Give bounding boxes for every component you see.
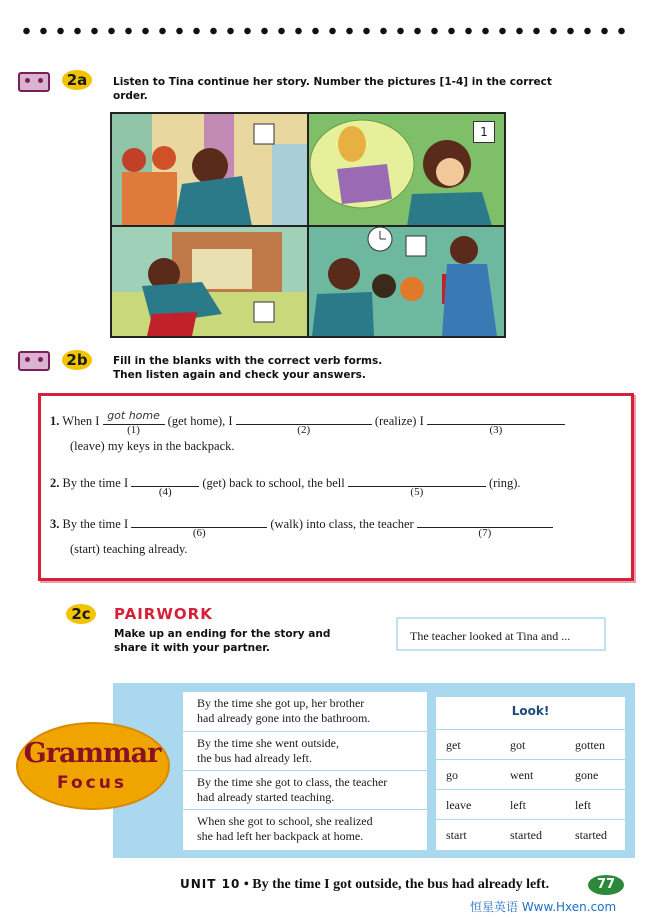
verb-past: went (510, 768, 534, 782)
verb-row (436, 729, 625, 759)
item-text: By the time I (62, 476, 129, 490)
example-line: the bus had already left. (197, 751, 312, 765)
number-box-c[interactable] (254, 302, 274, 322)
top-dotted-border (18, 26, 630, 36)
story-illustration (110, 112, 506, 338)
unit-label: UNIT 10 (180, 877, 241, 891)
page-footer (180, 877, 549, 893)
verb-participle: left (575, 798, 591, 812)
cassette-icon (18, 351, 50, 371)
grammar-focus-subtitle: Focus (57, 773, 127, 793)
example-line: When she got to school, she realized (197, 814, 373, 828)
blank-number: (3) (489, 424, 503, 436)
unit-title: By the time I got outside, the bus had already left. (252, 877, 550, 892)
exercise-item-1-line2: (leave) my keys in the backpack. (70, 439, 235, 453)
pairwork-title: PAIRWORK (114, 605, 213, 623)
item-number: 2. (50, 476, 60, 490)
exercise-item-2 (50, 473, 521, 498)
speech-prompt: The teacher looked at Tina and ... (396, 617, 606, 651)
instruction-2b-line1: Fill in the blanks with the correct verb forms. (113, 355, 383, 367)
blank-number: (6) (192, 527, 206, 539)
verb-past: got (510, 738, 526, 752)
watermark: 恒星英语 Www.Hxen.com (470, 900, 617, 914)
verb-past: started (510, 828, 542, 842)
story-pictures (112, 114, 504, 336)
look-title: Look! (511, 704, 550, 718)
instruction-2b (113, 354, 513, 382)
picture-panel-c (112, 226, 308, 336)
instruction-2c-line2: share it with your partner. (114, 642, 270, 654)
instruction-2c (114, 627, 394, 655)
example-line: By the time she got to class, the teacher (197, 775, 388, 789)
verb-row (436, 819, 625, 849)
item-number: 1. (50, 414, 60, 428)
number-box-d[interactable] (406, 236, 426, 256)
answer-blank-5[interactable] (348, 473, 486, 498)
blank-number: (5) (410, 486, 424, 498)
grammar-example (183, 810, 427, 850)
blank-number: (2) (297, 424, 311, 436)
instruction-2b-line2: Then listen again and check your answers. (113, 369, 366, 381)
item-text: (get home), I (167, 414, 233, 428)
answer-blank-2[interactable] (236, 411, 372, 436)
section-badge-2a: 2a (62, 70, 92, 90)
grammar-focus-title: Grammar (23, 738, 161, 769)
footer-bullet: • (243, 877, 249, 892)
blank-number: (7) (478, 527, 492, 539)
item-text: (walk) into class, the teacher (270, 517, 414, 531)
cassette-icon (18, 72, 50, 92)
instruction-2a-line2: order. (113, 90, 148, 102)
picture-panel-a (112, 114, 308, 226)
item-text: When I (62, 414, 100, 428)
verb-base: leave (446, 798, 472, 812)
page-number: 77 (588, 875, 624, 895)
look-table (436, 697, 625, 850)
grammar-examples (183, 692, 427, 850)
example-line: had already started teaching. (197, 790, 335, 804)
picture-number-box-1: 1 (473, 121, 495, 143)
exercise-item-1 (50, 409, 565, 436)
blank-number: (4) (158, 486, 172, 498)
verb-row (436, 789, 625, 819)
verb-base: start (446, 828, 467, 842)
grammar-example (183, 732, 427, 771)
handwritten-answer: got home (107, 409, 160, 422)
answer-blank-1[interactable] (103, 409, 165, 436)
exercise-item-3-line2: (start) teaching already. (70, 542, 188, 556)
answer-blank-3[interactable] (427, 411, 565, 436)
example-line: had already gone into the bathroom. (197, 711, 371, 725)
exercise-item-3 (50, 514, 553, 539)
instruction-2a-line1: Listen to Tina continue her story. Number the pictures [1-4] in the correct (113, 76, 552, 88)
verb-past: left (510, 798, 526, 812)
blank-number: (1) (127, 424, 140, 436)
grammar-example (183, 771, 427, 810)
item-text: (realize) I (374, 414, 424, 428)
answer-blank-6[interactable] (131, 514, 267, 539)
section-badge-2c: 2c (66, 604, 96, 624)
example-line: By the time she got up, her brother (197, 696, 365, 710)
answer-blank-7[interactable] (417, 514, 553, 539)
item-text: By the time I (62, 517, 129, 531)
verb-participle: gotten (575, 738, 605, 752)
section-badge-2b: 2b (62, 350, 92, 370)
item-number: 3. (50, 517, 60, 531)
verb-row (436, 759, 625, 789)
example-line: she had left her backpack at home. (197, 829, 364, 843)
verb-base: get (446, 738, 461, 752)
instruction-2c-line1: Make up an ending for the story and (114, 628, 331, 640)
item-text: (ring). (488, 476, 521, 490)
verb-base: go (446, 768, 458, 782)
number-box-a[interactable] (254, 124, 274, 144)
example-line: By the time she went outside, (197, 736, 339, 750)
verb-participle: started (575, 828, 607, 842)
instruction-2a (113, 75, 633, 103)
item-text: (get) back to school, the bell (202, 476, 345, 490)
answer-blank-4[interactable] (131, 473, 199, 498)
grammar-example (183, 692, 427, 732)
verb-participle: gone (575, 768, 599, 782)
